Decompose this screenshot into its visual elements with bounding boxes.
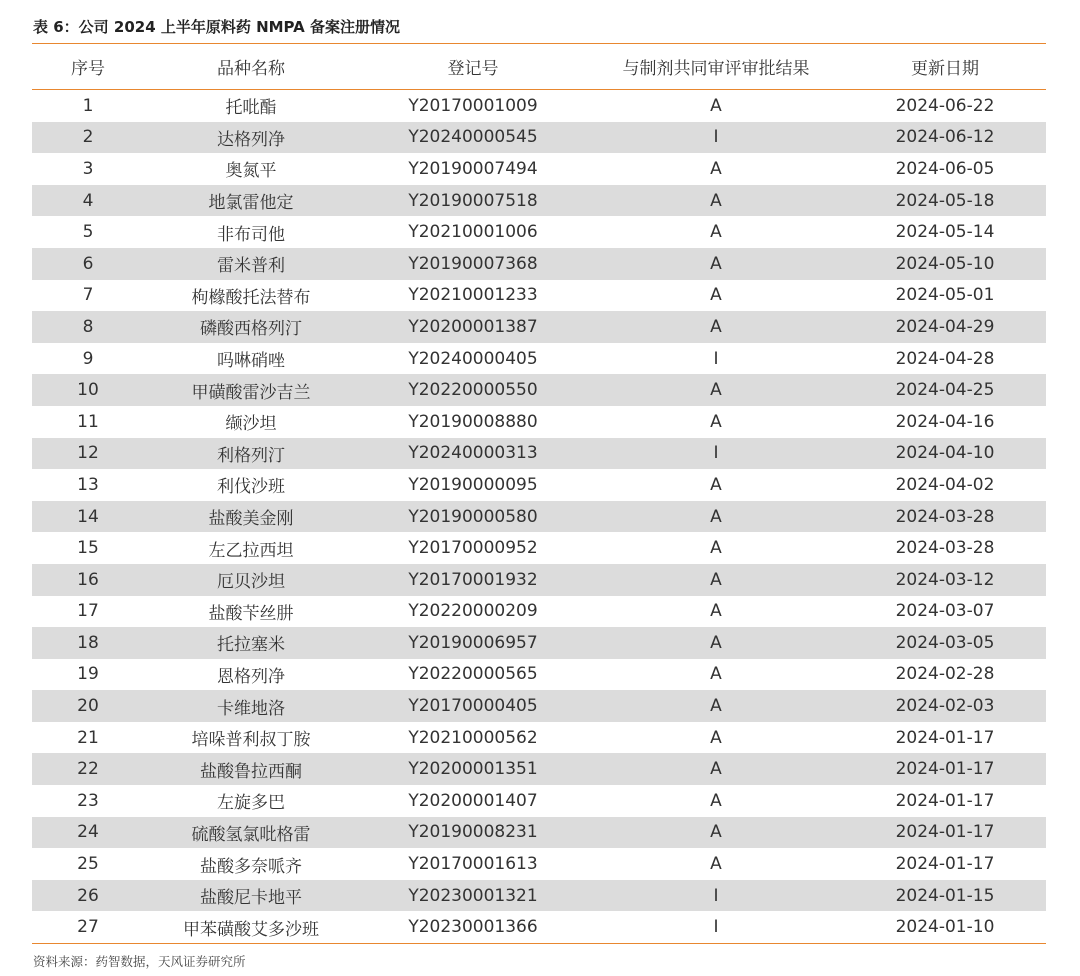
table-row (32, 311, 1046, 343)
cell-index: 17 (77, 601, 99, 622)
cell-index: 27 (77, 917, 99, 938)
cell-index: 7 (82, 285, 94, 306)
cell-registration-no: Y20210001006 (408, 222, 538, 243)
cell-registration-no: Y20170001932 (358, 564, 588, 596)
table-row (32, 722, 1046, 754)
cell-index: 12 (32, 438, 144, 470)
source-note: 资料来源：药智数据，天风证券研究所 (33, 954, 246, 969)
cell-registration-no: Y20220000550 (358, 374, 588, 406)
cell-review-result: A (710, 285, 722, 306)
cell-registration-no: Y20190008880 (408, 411, 538, 432)
registration-table (32, 44, 1046, 943)
cell-registration-no: Y20200001351 (358, 753, 588, 785)
cell-update-date: 2024-04-29 (844, 311, 1046, 343)
cell-product-name: 左乙拉西坦 (208, 540, 294, 561)
cell-update-date: 2024-02-28 (895, 664, 995, 685)
cell-update-date: 2024-03-28 (844, 501, 1046, 533)
cell-index: 6 (32, 248, 144, 280)
cell-product-name: 左旋多巴 (217, 793, 285, 814)
cell-index: 18 (32, 627, 144, 659)
cell-review-result: A (710, 411, 722, 432)
table-row (32, 122, 1046, 154)
cell-registration-no: Y20170001009 (408, 95, 538, 116)
cell-product-name: 盐酸苄丝肼 (208, 603, 294, 624)
cell-product-name: 盐酸尼卡地平 (144, 880, 358, 912)
table-row (32, 185, 1046, 217)
table-row (32, 848, 1046, 880)
cell-registration-no: Y20240000405 (408, 348, 538, 369)
table-body (32, 90, 1046, 944)
column-header-update-date: 更新日期 (844, 44, 1046, 90)
cell-review-result: A (710, 601, 722, 622)
cell-product-name: 吗啉硝唑 (217, 351, 285, 372)
column-header-index: 序号 (32, 44, 144, 90)
cell-product-name: 磷酸西格列汀 (144, 311, 358, 343)
table-row (32, 627, 1046, 659)
cell-index: 16 (32, 564, 144, 596)
table-row (32, 153, 1046, 185)
cell-registration-no: Y20190000580 (358, 501, 588, 533)
cell-product-name: 甲磺酸雷沙吉兰 (144, 374, 358, 406)
cell-review-result: A (588, 185, 844, 217)
cell-update-date: 2024-01-10 (895, 917, 995, 938)
cell-update-date: 2024-01-17 (895, 727, 995, 748)
cell-update-date: 2024-06-05 (895, 158, 995, 179)
cell-product-name: 枸橼酸托法替布 (191, 287, 311, 308)
cell-registration-no: Y20190007518 (358, 185, 588, 217)
cell-registration-no: Y20240000313 (358, 438, 588, 470)
cell-update-date: 2024-05-10 (844, 248, 1046, 280)
header-row (32, 44, 1046, 90)
cell-product-name: 盐酸多奈哌齐 (200, 856, 302, 877)
cell-product-name: 雷米普利 (144, 248, 358, 280)
table-row (32, 90, 1046, 122)
table-row (32, 248, 1046, 280)
cell-registration-no: Y20170001613 (408, 854, 538, 875)
cell-registration-no: Y20190007494 (408, 158, 538, 179)
cell-product-name: 厄贝沙坦 (144, 564, 358, 596)
table-row (32, 564, 1046, 596)
table-row (32, 817, 1046, 849)
cell-product-name: 缬沙坦 (225, 414, 277, 435)
cell-update-date: 2024-05-01 (895, 285, 995, 306)
cell-index: 3 (82, 158, 94, 179)
cell-product-name: 硫酸氢氯吡格雷 (144, 817, 358, 849)
table-row (32, 438, 1046, 470)
cell-review-result: I (588, 438, 844, 470)
cell-review-result: A (588, 374, 844, 406)
cell-review-result: A (588, 753, 844, 785)
cell-update-date: 2024-03-28 (895, 538, 995, 559)
cell-update-date: 2024-02-03 (844, 690, 1046, 722)
cell-registration-no: Y20200001387 (358, 311, 588, 343)
cell-review-result: I (588, 880, 844, 912)
cell-registration-no: Y20220000565 (408, 664, 538, 685)
cell-update-date: 2024-01-17 (895, 790, 995, 811)
cell-registration-no: Y20240000545 (358, 122, 588, 154)
cell-review-result: A (588, 248, 844, 280)
cell-index: 26 (32, 880, 144, 912)
cell-update-date: 2024-05-18 (844, 185, 1046, 217)
table-row (32, 501, 1046, 533)
cell-registration-no: Y20190007368 (358, 248, 588, 280)
cell-index: 4 (32, 185, 144, 217)
table-row (32, 216, 1046, 248)
cell-update-date: 2024-03-05 (844, 627, 1046, 659)
table-row (32, 690, 1046, 722)
table-row (32, 374, 1046, 406)
cell-product-name: 培哚普利叔丁胺 (191, 730, 311, 751)
cell-review-result: A (710, 222, 722, 243)
cell-index: 20 (32, 690, 144, 722)
cell-update-date: 2024-06-12 (844, 122, 1046, 154)
cell-index: 10 (32, 374, 144, 406)
cell-product-name: 盐酸鲁拉西酮 (144, 753, 358, 785)
cell-review-result: A (710, 474, 722, 495)
registration-table-container (32, 43, 1046, 944)
column-header-review-result: 与制剂共同审评审批结果 (588, 44, 844, 90)
table-row (32, 596, 1046, 628)
cell-index: 14 (32, 501, 144, 533)
cell-update-date: 2024-03-07 (895, 601, 995, 622)
cell-registration-no: Y20190008231 (358, 817, 588, 849)
cell-review-result: A (710, 727, 722, 748)
table-row (32, 343, 1046, 375)
cell-product-name: 盐酸美金刚 (144, 501, 358, 533)
cell-review-result: I (588, 122, 844, 154)
cell-review-result: A (588, 564, 844, 596)
cell-index: 24 (32, 817, 144, 849)
cell-registration-no: Y20210000562 (408, 727, 538, 748)
cell-index: 22 (32, 753, 144, 785)
cell-product-name: 奥氮平 (225, 161, 277, 182)
cell-product-name: 达格列净 (144, 122, 358, 154)
cell-review-result: A (710, 854, 722, 875)
table-row (32, 659, 1046, 691)
cell-product-name: 甲苯磺酸艾多沙班 (183, 919, 319, 940)
cell-review-result: I (713, 917, 719, 938)
cell-review-result: A (710, 158, 722, 179)
table-row (32, 532, 1046, 564)
cell-product-name: 利伐沙班 (217, 477, 285, 498)
cell-index: 5 (82, 222, 94, 243)
cell-registration-no: Y20200001407 (408, 790, 538, 811)
cell-index: 13 (77, 474, 99, 495)
cell-index: 23 (77, 790, 99, 811)
cell-review-result: A (588, 501, 844, 533)
cell-registration-no: Y20190006957 (358, 627, 588, 659)
cell-update-date: 2024-01-17 (844, 753, 1046, 785)
cell-review-result: A (588, 690, 844, 722)
cell-index: 11 (77, 411, 99, 432)
cell-review-result: A (710, 95, 722, 116)
cell-index: 8 (32, 311, 144, 343)
cell-review-result: A (710, 664, 722, 685)
cell-registration-no: Y20230001321 (358, 880, 588, 912)
cell-product-name: 地氯雷他定 (144, 185, 358, 217)
cell-review-result: A (588, 627, 844, 659)
cell-update-date: 2024-01-15 (844, 880, 1046, 912)
cell-update-date: 2024-01-17 (895, 854, 995, 875)
cell-update-date: 2024-04-02 (895, 474, 995, 495)
cell-update-date: 2024-06-22 (895, 95, 995, 116)
cell-product-name: 托吡酯 (225, 98, 277, 119)
table-title: 表 6：公司 2024 上半年原料药 NMPA 备案注册情况 (33, 18, 401, 36)
cell-update-date: 2024-01-17 (844, 817, 1046, 849)
cell-update-date: 2024-03-12 (844, 564, 1046, 596)
cell-update-date: 2024-04-28 (895, 348, 995, 369)
cell-review-result: A (710, 790, 722, 811)
table-row (32, 880, 1046, 912)
table-row (32, 469, 1046, 501)
cell-index: 9 (82, 348, 94, 369)
table-row (32, 406, 1046, 438)
table-row (32, 753, 1046, 785)
cell-product-name: 非布司他 (217, 224, 285, 245)
cell-review-result: I (713, 348, 719, 369)
cell-index: 21 (77, 727, 99, 748)
cell-review-result: A (588, 817, 844, 849)
cell-index: 19 (77, 664, 99, 685)
cell-update-date: 2024-04-25 (844, 374, 1046, 406)
cell-registration-no: Y20190000095 (408, 474, 538, 495)
cell-update-date: 2024-05-14 (895, 222, 995, 243)
cell-index: 2 (32, 122, 144, 154)
cell-registration-no: Y20210001233 (408, 285, 538, 306)
table-row (32, 785, 1046, 817)
cell-product-name: 利格列汀 (144, 438, 358, 470)
cell-product-name: 托拉塞米 (144, 627, 358, 659)
table-row (32, 911, 1046, 943)
cell-registration-no: Y20170000405 (358, 690, 588, 722)
table-row (32, 280, 1046, 312)
cell-update-date: 2024-04-16 (895, 411, 995, 432)
cell-registration-no: Y20220000209 (408, 601, 538, 622)
cell-review-result: A (710, 538, 722, 559)
cell-registration-no: Y20230001366 (408, 917, 538, 938)
cell-product-name: 恩格列净 (217, 666, 285, 687)
cell-index: 25 (77, 854, 99, 875)
cell-product-name: 卡维地洛 (144, 690, 358, 722)
cell-index: 1 (82, 95, 94, 116)
column-header-product-name: 品种名称 (144, 44, 358, 90)
column-header-registration-no: 登记号 (358, 44, 588, 90)
cell-registration-no: Y20170000952 (408, 538, 538, 559)
cell-update-date: 2024-04-10 (844, 438, 1046, 470)
cell-review-result: A (588, 311, 844, 343)
cell-index: 15 (77, 538, 99, 559)
